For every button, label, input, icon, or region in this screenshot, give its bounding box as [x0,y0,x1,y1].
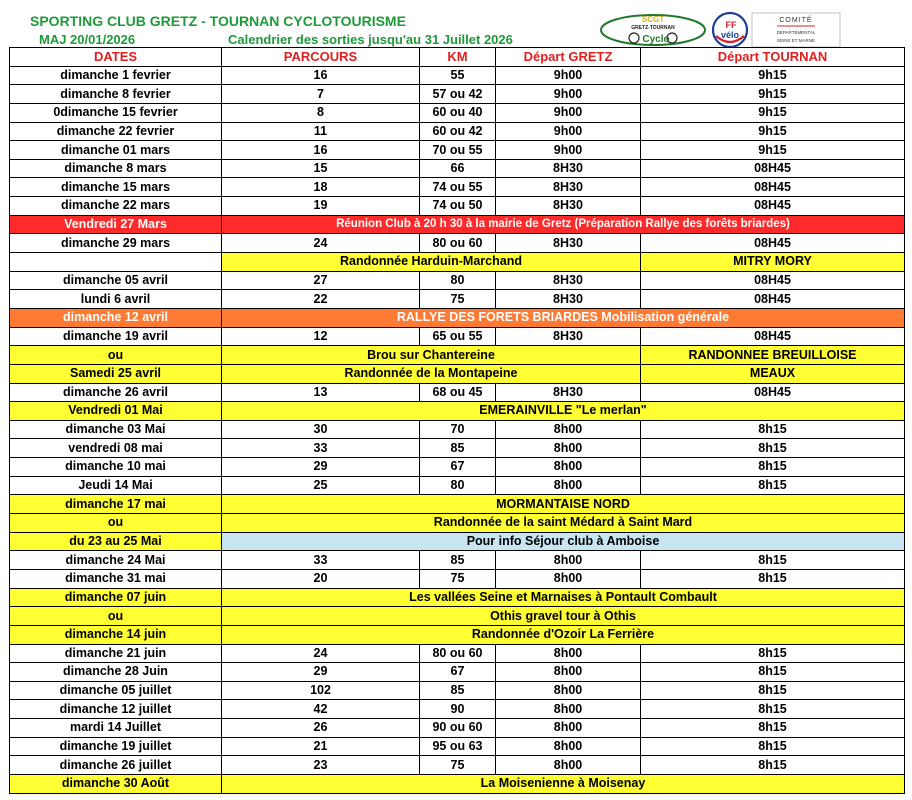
date-cell: dimanche 22 mars [10,197,222,216]
date-cell: dimanche 01 mars [10,141,222,160]
parcours-cell: 23 [222,756,420,775]
club-logo-main: Cyclo [642,34,670,45]
gretz-departure-cell: 8h00 [496,458,641,477]
column-header-dates: DATES [10,48,222,67]
table-row [10,103,905,122]
table-row [10,625,905,644]
gretz-departure-cell: 8h00 [496,719,641,738]
date-cell: dimanche 8 fevrier [10,85,222,104]
tournan-departure-cell: 8h15 [641,569,905,588]
event-cell-right: MITRY MORY [641,253,905,272]
parcours-cell: 26 [222,719,420,738]
gretz-departure-cell: 8H30 [496,383,641,402]
km-cell: 67 [420,663,496,682]
date-cell: dimanche 17 mai [10,495,222,514]
parcours-cell: 8 [222,103,420,122]
gretz-departure-cell: 9h00 [496,66,641,85]
date-cell: Samedi 25 avril [10,364,222,383]
parcours-cell: 24 [222,644,420,663]
gretz-departure-cell: 8h00 [496,700,641,719]
event-cell: Réunion Club à 20 h 30 à la mairie de Gretz (Préparation Rallye des forêts briardes) [222,215,905,234]
km-cell: 70 [420,420,496,439]
parcours-cell: 12 [222,327,420,346]
gretz-departure-cell: 9h00 [496,122,641,141]
gretz-departure-cell: 8h00 [496,663,641,682]
parcours-cell: 24 [222,234,420,253]
parcours-cell: 15 [222,159,420,178]
column-header-parcours: PARCOURS [222,48,420,67]
gretz-departure-cell: 9h00 [496,141,641,160]
date-cell: du 23 au 25 Mai [10,532,222,551]
date-cell: ou [10,514,222,533]
km-cell: 74 ou 55 [420,178,496,197]
table-row [10,588,905,607]
parcours-cell: 29 [222,458,420,477]
date-cell: dimanche 26 avril [10,383,222,402]
date-cell: 0dimanche 15 fevrier [10,103,222,122]
gretz-departure-cell: 8H30 [496,234,641,253]
gretz-departure-cell: 8h00 [496,420,641,439]
table-row [10,569,905,588]
km-cell: 75 [420,756,496,775]
gretz-departure-cell: 8h00 [496,737,641,756]
ff-logo-comite: COMITÉ [779,17,813,24]
tournan-departure-cell: 9h15 [641,85,905,104]
km-cell: 67 [420,458,496,477]
km-cell: 85 [420,551,496,570]
date-cell: dimanche 07 juin [10,588,222,607]
table-row [10,737,905,756]
parcours-cell: 13 [222,383,420,402]
km-cell: 66 [420,159,496,178]
table-row [10,439,905,458]
table-row [10,234,905,253]
event-cell-right: RANDONNEE BREUILLOISE [641,346,905,365]
gretz-departure-cell: 9h00 [496,103,641,122]
parcours-cell: 18 [222,178,420,197]
date-cell: dimanche 12 avril [10,308,222,327]
tournan-departure-cell: 08H45 [641,327,905,346]
date-cell: dimanche 8 mars [10,159,222,178]
parcours-cell: 27 [222,271,420,290]
table-row [10,476,905,495]
tournan-departure-cell: 8h15 [641,458,905,477]
km-cell: 80 [420,271,496,290]
date-cell: mardi 14 Juillet [10,719,222,738]
date-cell: dimanche 30 Août [10,774,222,793]
km-cell: 80 [420,476,496,495]
date-cell: Jeudi 14 Mai [10,476,222,495]
parcours-cell: 7 [222,85,420,104]
table-row [10,607,905,626]
date-cell: dimanche 26 juillet [10,756,222,775]
club-logo-ring: GRETZ-TOURNAN [631,25,675,31]
km-cell: 55 [420,66,496,85]
gretz-departure-cell: 8h00 [496,681,641,700]
event-cell: Randonnée d'Ozoir La Ferrière [222,625,905,644]
km-cell: 80 ou 60 [420,644,496,663]
table-row [10,159,905,178]
km-cell: 90 [420,700,496,719]
calendar-table [9,47,905,794]
km-cell: 57 ou 42 [420,85,496,104]
table-row [10,197,905,216]
parcours-cell: 33 [222,551,420,570]
event-cell: RALLYE DES FORETS BRIARDES Mobilisation générale [222,308,905,327]
date-cell: ou [10,346,222,365]
tournan-departure-cell: 8h15 [641,551,905,570]
ff-logo-line2: SEINE ET MARNE [777,38,815,43]
table-row [10,122,905,141]
parcours-cell: 33 [222,439,420,458]
ff-velo-logo [707,10,843,50]
date-cell: dimanche 14 juin [10,625,222,644]
event-cell: Randonnée de la saint Médard à Saint Mard [222,514,905,533]
parcours-cell: 102 [222,681,420,700]
gretz-departure-cell: 8h00 [496,644,641,663]
date-cell: dimanche 03 Mai [10,420,222,439]
tournan-departure-cell: 08H45 [641,197,905,216]
event-cell: Brou sur Chantereine [222,346,641,365]
gretz-departure-cell: 9h00 [496,85,641,104]
km-cell: 60 ou 42 [420,122,496,141]
table-row [10,774,905,793]
table-row [10,719,905,738]
gretz-departure-cell: 8h00 [496,551,641,570]
gretz-departure-cell: 8H30 [496,290,641,309]
date-cell: dimanche 15 mars [10,178,222,197]
km-cell: 75 [420,569,496,588]
table-row [10,495,905,514]
event-cell: Randonnée de la Montapeine [222,364,641,383]
table-row [10,756,905,775]
table-row [10,66,905,85]
date-cell: lundi 6 avril [10,290,222,309]
km-cell: 75 [420,290,496,309]
tournan-departure-cell: 8h15 [641,719,905,738]
tournan-departure-cell: 9h15 [641,122,905,141]
parcours-cell: 21 [222,737,420,756]
tournan-departure-cell: 8h15 [641,681,905,700]
tournan-departure-cell: 08H45 [641,290,905,309]
tournan-departure-cell: 08H45 [641,234,905,253]
date-cell: Vendredi 01 Mai [10,402,222,421]
table-row [10,141,905,160]
table-row [10,663,905,682]
table-row [10,681,905,700]
ff-logo-ff: FF [725,20,737,30]
table-row [10,402,905,421]
parcours-cell: 20 [222,569,420,588]
event-cell: La Moisenienne à Moisenay [222,774,905,793]
event-cell: MORMANTAISE NORD [222,495,905,514]
gretz-departure-cell: 8H30 [496,327,641,346]
table-row [10,346,905,365]
gretz-departure-cell: 8H30 [496,178,641,197]
page-title: SPORTING CLUB GRETZ - TOURNAN CYCLOTOURISME [30,13,406,29]
date-cell: dimanche 31 mai [10,569,222,588]
update-date: MAJ 20/01/2026 [39,32,136,47]
tournan-departure-cell: 8h15 [641,420,905,439]
date-cell: ou [10,607,222,626]
ff-logo-velo: vélo [720,30,740,40]
event-cell: Les vallées Seine et Marnaises à Pontault Combault [222,588,905,607]
club-logo-top: SCGT [641,15,665,24]
date-cell: dimanche 12 juillet [10,700,222,719]
table-row [10,85,905,104]
tournan-departure-cell: 08H45 [641,271,905,290]
page-subtitle: Calendrier des sorties jusqu'au 31 Juillet 2026 [228,32,513,47]
table-row [10,383,905,402]
event-cell: Pour info Séjour club à Amboise [222,532,905,551]
gretz-departure-cell: 8H30 [496,197,641,216]
tournan-departure-cell: 8h15 [641,737,905,756]
km-cell: 70 ou 55 [420,141,496,160]
table-row [10,290,905,309]
table-row [10,514,905,533]
parcours-cell: 11 [222,122,420,141]
parcours-cell: 30 [222,420,420,439]
event-cell: EMERAINVILLE "Le merlan" [222,402,905,421]
date-cell: dimanche 1 fevrier [10,66,222,85]
table-row [10,551,905,570]
date-cell: dimanche 10 mai [10,458,222,477]
table-row [10,178,905,197]
date-cell: dimanche 29 mars [10,234,222,253]
tournan-departure-cell: 8h15 [641,700,905,719]
date-cell: dimanche 28 Juin [10,663,222,682]
tournan-departure-cell: 08H45 [641,383,905,402]
km-cell: 65 ou 55 [420,327,496,346]
tournan-departure-cell: 9h15 [641,141,905,160]
table-row [10,458,905,477]
column-header-km: KM [420,48,496,67]
date-cell [10,253,222,272]
date-cell: dimanche 05 juillet [10,681,222,700]
gretz-departure-cell: 8H30 [496,271,641,290]
parcours-cell: 22 [222,290,420,309]
km-cell: 90 ou 60 [420,719,496,738]
event-cell-right: MEAUX [641,364,905,383]
tournan-departure-cell: 8h15 [641,439,905,458]
km-cell: 68 ou 45 [420,383,496,402]
date-cell: dimanche 24 Mai [10,551,222,570]
date-cell: vendredi 08 mai [10,439,222,458]
parcours-cell: 25 [222,476,420,495]
km-cell: 80 ou 60 [420,234,496,253]
date-cell: dimanche 05 avril [10,271,222,290]
tournan-departure-cell: 8h15 [641,663,905,682]
km-cell: 85 [420,681,496,700]
ff-logo-line1: DÉPARTEMENTAL [776,30,816,35]
km-cell: 95 ou 63 [420,737,496,756]
gretz-departure-cell: 8h00 [496,439,641,458]
date-cell: Vendredi 27 Mars [10,215,222,234]
parcours-cell: 29 [222,663,420,682]
table-header-row [10,48,905,67]
km-cell: 85 [420,439,496,458]
table-row [10,700,905,719]
gretz-departure-cell: 8h00 [496,569,641,588]
table-row [10,644,905,663]
column-header-gretz: Départ GRETZ [496,48,641,67]
parcours-cell: 42 [222,700,420,719]
table-row [10,364,905,383]
km-cell: 74 ou 50 [420,197,496,216]
parcours-cell: 16 [222,66,420,85]
table-row [10,420,905,439]
tournan-departure-cell: 9h15 [641,66,905,85]
tournan-departure-cell: 9h15 [641,103,905,122]
table-row [10,253,905,272]
table-row [10,327,905,346]
date-cell: dimanche 22 fevrier [10,122,222,141]
tournan-departure-cell: 08H45 [641,178,905,197]
tournan-departure-cell: 8h15 [641,476,905,495]
column-header-tournan: Départ TOURNAN [641,48,905,67]
parcours-cell: 19 [222,197,420,216]
table-row [10,532,905,551]
event-cell: Othis gravel tour à Othis [222,607,905,626]
tournan-departure-cell: 8h15 [641,756,905,775]
date-cell: dimanche 19 avril [10,327,222,346]
event-cell: Randonnée Harduin-Marchand [222,253,641,272]
tournan-departure-cell: 08H45 [641,159,905,178]
gretz-departure-cell: 8H30 [496,159,641,178]
tournan-departure-cell: 8h15 [641,644,905,663]
gretz-departure-cell: 8h00 [496,476,641,495]
date-cell: dimanche 19 juillet [10,737,222,756]
km-cell: 60 ou 40 [420,103,496,122]
parcours-cell: 16 [222,141,420,160]
table-row [10,215,905,234]
gretz-departure-cell: 8h00 [496,756,641,775]
table-row [10,308,905,327]
date-cell: dimanche 21 juin [10,644,222,663]
table-row [10,271,905,290]
club-logo [598,13,708,47]
